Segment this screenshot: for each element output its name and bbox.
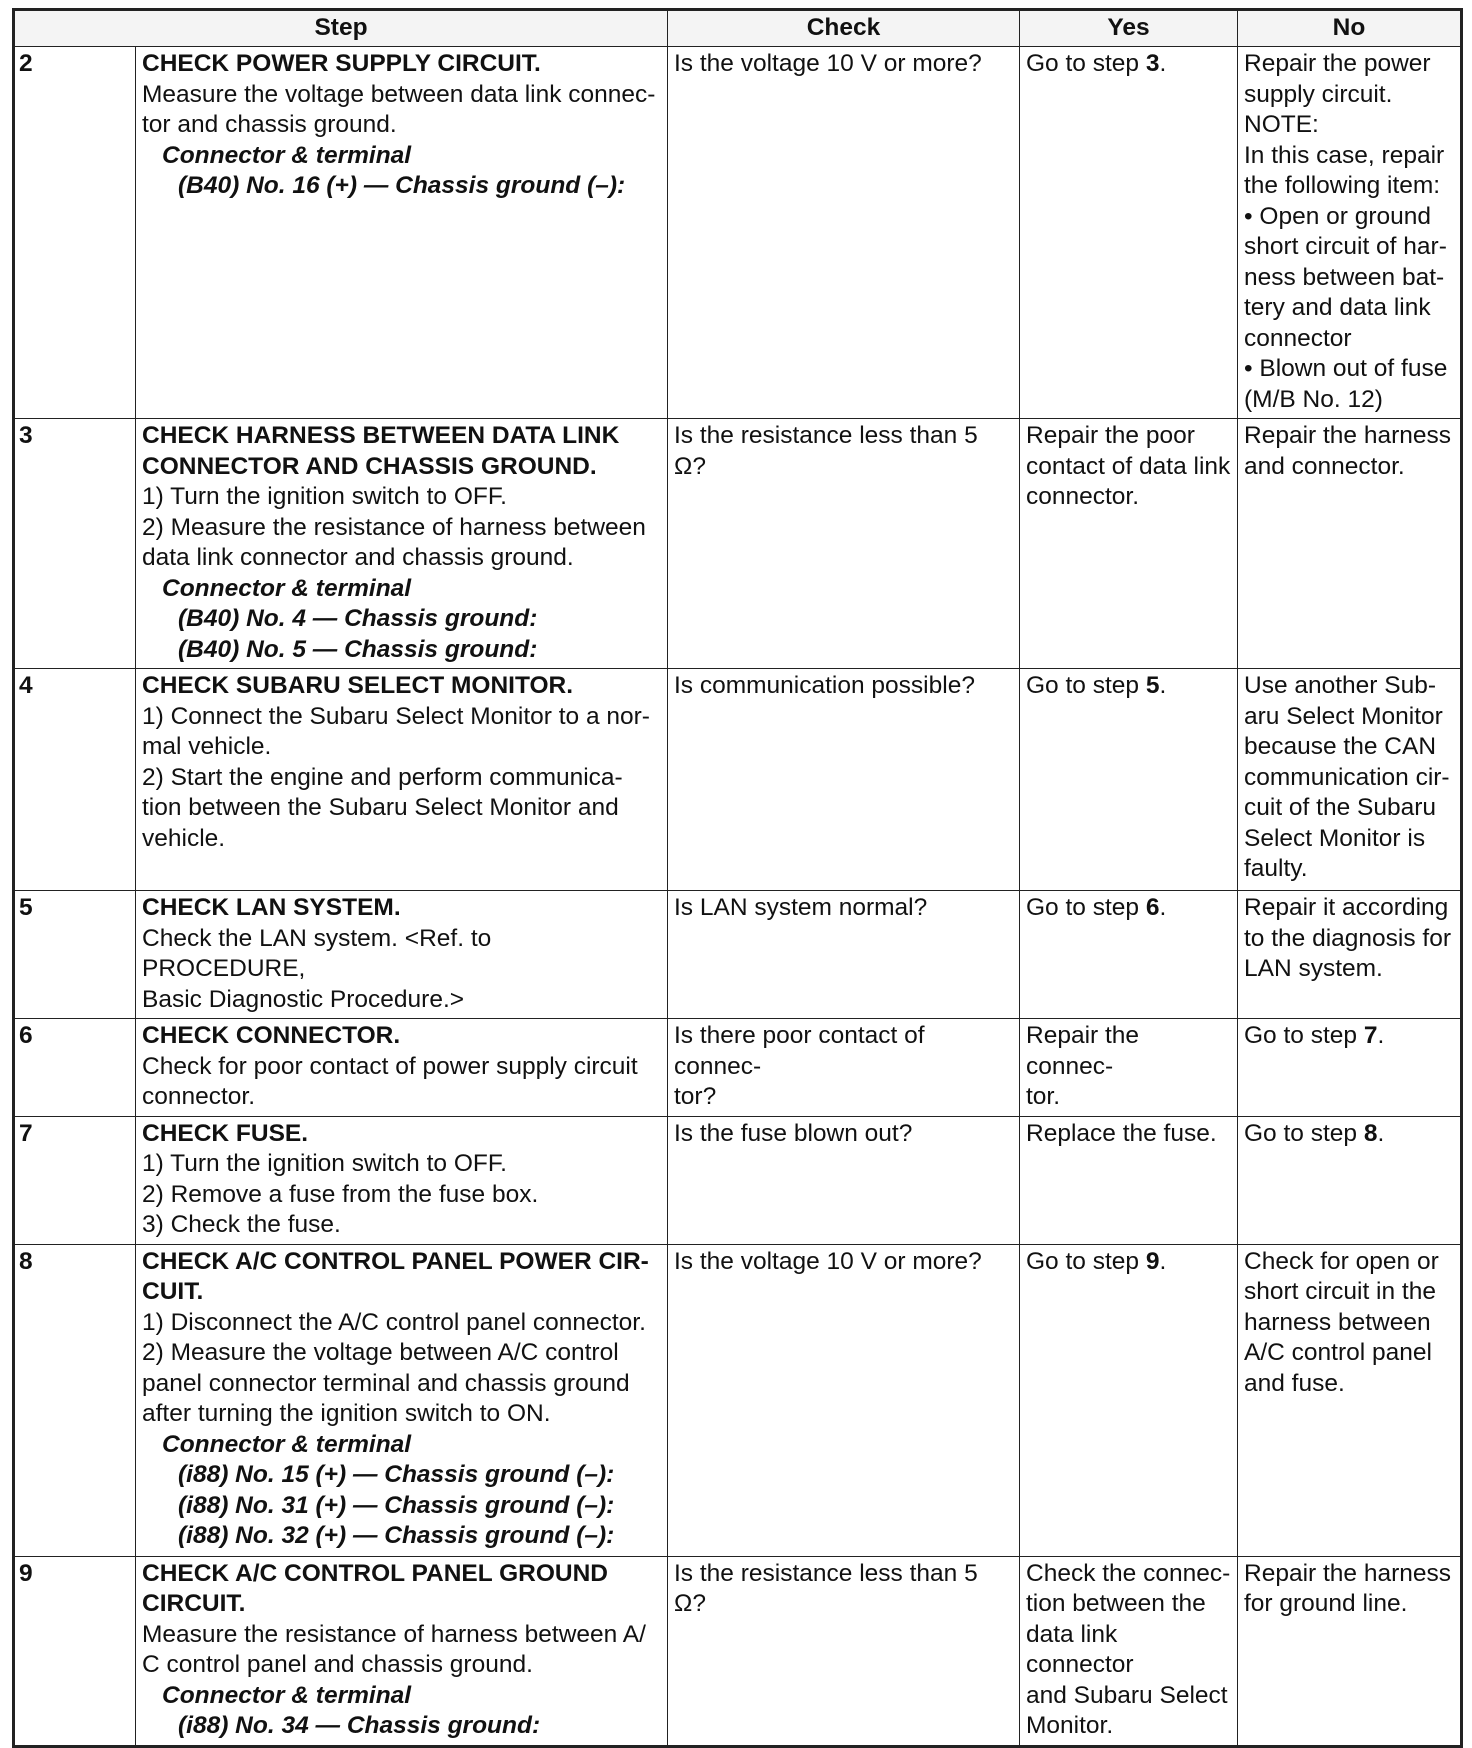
- check-cell: Is the voltage 10 V or more?: [668, 47, 1020, 419]
- note-text: • Blown out of fuse: [1244, 355, 1448, 382]
- step-text: tor and chassis ground.: [142, 111, 397, 138]
- no-cell: [1238, 47, 1462, 419]
- step-number: 9: [14, 1556, 136, 1746]
- step-title: CHECK LAN SYSTEM.: [142, 894, 401, 921]
- note-text: short circuit of har-: [1244, 233, 1447, 260]
- step-text: 1) Turn the ignition switch to OFF.: [142, 1150, 507, 1177]
- note-text: ness between bat-: [1244, 263, 1445, 291]
- no-text: to the diagnosis for: [1244, 924, 1452, 952]
- check-cell: Is LAN system normal?: [668, 891, 1020, 1019]
- step-text: panel connector terminal and chassis ground: [142, 1369, 630, 1397]
- step-text: 3) Check the fuse.: [142, 1211, 341, 1238]
- step-ref: 7: [1363, 1022, 1378, 1049]
- yes-text: .: [1159, 672, 1167, 699]
- no-text: because the CAN: [1244, 733, 1437, 760]
- no-text: Repair the power: [1244, 50, 1431, 77]
- connector-label: Connector & terminal: [162, 1681, 412, 1709]
- no-text: LAN system.: [1244, 955, 1383, 982]
- step-text: tion between the Subaru Select Monitor and: [142, 794, 619, 821]
- no-cell: [1238, 1556, 1462, 1746]
- step-number: 8: [14, 1244, 136, 1556]
- step-title: CIRCUIT.: [142, 1590, 246, 1617]
- yes-text: Go to step: [1026, 50, 1146, 77]
- yes-text: Check the connec-: [1026, 1559, 1231, 1587]
- no-text: short circuit in the: [1244, 1278, 1436, 1305]
- step-text: 2) Measure the voltage between A/C control: [142, 1339, 619, 1366]
- header-no: No: [1238, 10, 1462, 47]
- table-row: [14, 47, 1462, 419]
- no-text: Select Monitor is: [1244, 824, 1426, 852]
- step-text: Measure the voltage between data link connec-: [142, 80, 656, 108]
- check-cell: Is communication possible?: [668, 669, 1020, 891]
- check-cell: Is the resistance less than 5 Ω?: [668, 419, 1020, 669]
- header-step: Step: [14, 10, 668, 47]
- note-text: connector: [1244, 324, 1352, 352]
- yes-text: Go to step: [1026, 894, 1146, 921]
- yes-text: tor.: [1026, 1083, 1061, 1110]
- step-number: 6: [14, 1019, 136, 1117]
- no-text: Repair it according: [1244, 894, 1449, 921]
- connector-label: Connector & terminal: [162, 141, 412, 169]
- step-ref: 3: [1145, 50, 1160, 77]
- table-row: [14, 419, 1462, 669]
- step-title: CUIT.: [142, 1278, 204, 1305]
- yes-text: and Subaru Select: [1026, 1681, 1228, 1709]
- no-text: A/C control panel: [1244, 1339, 1432, 1366]
- step-ref: 5: [1145, 672, 1160, 699]
- yes-text: contact of data link: [1026, 452, 1231, 480]
- no-text: and connector.: [1244, 452, 1405, 480]
- step-text: 1) Connect the Subaru Select Monitor to a nor-: [142, 702, 650, 730]
- no-cell: [1238, 419, 1462, 669]
- terminal-spec: (i88) No. 31 (+) — Chassis ground (–):: [178, 1491, 615, 1519]
- yes-text: Repair the connec-: [1026, 1022, 1140, 1080]
- no-text: harness between: [1244, 1308, 1431, 1336]
- step-text: Check for poor contact of power supply circuit: [142, 1052, 638, 1080]
- step-title: CHECK A/C CONTROL PANEL POWER CIR-: [142, 1247, 649, 1275]
- step-cell: [136, 1116, 668, 1244]
- step-ref: 6: [1145, 894, 1160, 921]
- no-cell: [1238, 891, 1462, 1019]
- table-row: [14, 1019, 1462, 1117]
- yes-text: Go to step: [1026, 672, 1146, 699]
- terminal-spec: (i88) No. 15 (+) — Chassis ground (–):: [178, 1461, 615, 1488]
- no-cell: [1238, 669, 1462, 891]
- step-number: 3: [14, 419, 136, 669]
- no-cell: [1238, 1116, 1462, 1244]
- check-cell: Is the voltage 10 V or more?: [668, 1244, 1020, 1556]
- check-text: Is there poor contact of connec-: [674, 1022, 925, 1080]
- step-cell: [136, 1556, 668, 1746]
- no-text: .: [1377, 1119, 1385, 1147]
- yes-text: Repair the poor: [1026, 422, 1195, 449]
- header-check: Check: [668, 10, 1020, 47]
- step-title: CHECK CONNECTOR.: [142, 1022, 401, 1049]
- terminal-spec: (B40) No. 16 (+) — Chassis ground (–):: [178, 172, 626, 199]
- step-title: CHECK POWER SUPPLY CIRCUIT.: [142, 50, 541, 77]
- yes-text: .: [1159, 1247, 1167, 1275]
- yes-cell: [1020, 1244, 1238, 1556]
- note-text: tery and data link: [1244, 294, 1431, 321]
- table-row: [14, 891, 1462, 1019]
- yes-text: Go to step: [1026, 1247, 1146, 1275]
- step-text: Check the LAN system. <Ref. to PROCEDURE,: [142, 924, 492, 982]
- yes-text: Monitor.: [1026, 1712, 1114, 1739]
- check-text: tor?: [674, 1083, 717, 1110]
- no-text: Go to step: [1244, 1022, 1364, 1049]
- no-cell: [1238, 1244, 1462, 1556]
- step-title: CHECK FUSE.: [142, 1119, 309, 1147]
- step-text: connector.: [142, 1083, 256, 1110]
- yes-cell: [1020, 891, 1238, 1019]
- header-yes: Yes: [1020, 10, 1238, 47]
- yes-text: connector.: [1026, 483, 1140, 510]
- no-text: Use another Sub-: [1244, 672, 1437, 699]
- no-text: Go to step: [1244, 1119, 1364, 1147]
- step-text: Measure the resistance of harness between A/: [142, 1620, 646, 1648]
- no-text: cuit of the Subaru: [1244, 794, 1437, 821]
- no-text: faulty.: [1244, 855, 1308, 882]
- no-text: supply circuit.: [1244, 80, 1393, 108]
- connector-label: Connector & terminal: [162, 1430, 412, 1458]
- yes-cell: [1020, 669, 1238, 891]
- note-text: In this case, repair: [1244, 141, 1445, 169]
- check-cell: Is the resistance less than 5 Ω?: [668, 1556, 1020, 1746]
- no-text: aru Select Monitor: [1244, 702, 1443, 730]
- yes-text: .: [1159, 50, 1167, 77]
- terminal-spec: (B40) No. 4 — Chassis ground:: [178, 605, 538, 632]
- step-cell: [136, 1019, 668, 1117]
- no-text: and fuse.: [1244, 1369, 1345, 1397]
- terminal-spec: (i88) No. 34 — Chassis ground:: [178, 1712, 541, 1739]
- yes-cell: [1020, 1116, 1238, 1244]
- header-row: [14, 10, 1462, 47]
- note-text: (M/B No. 12): [1244, 385, 1383, 413]
- no-text: Check for open or: [1244, 1247, 1439, 1275]
- no-text: Repair the harness: [1244, 1559, 1452, 1587]
- step-number: 4: [14, 669, 136, 891]
- table-row: [14, 1244, 1462, 1556]
- note-label: NOTE:: [1244, 111, 1319, 138]
- no-text: for ground line.: [1244, 1590, 1408, 1617]
- step-text: 2) Start the engine and perform communica-: [142, 763, 623, 791]
- step-text: vehicle.: [142, 824, 226, 852]
- step-text: C control panel and chassis ground.: [142, 1651, 533, 1678]
- step-text: 1) Disconnect the A/C control panel connector.: [142, 1308, 646, 1336]
- step-cell: [136, 669, 668, 891]
- step-title: CONNECTOR AND CHASSIS GROUND.: [142, 452, 597, 480]
- step-title: CHECK A/C CONTROL PANEL GROUND: [142, 1559, 608, 1587]
- step-ref: 9: [1145, 1247, 1160, 1275]
- step-number: 5: [14, 891, 136, 1019]
- step-number: 7: [14, 1116, 136, 1244]
- step-text: 1) Turn the ignition switch to OFF.: [142, 483, 507, 510]
- yes-text: Replace the fuse.: [1026, 1119, 1217, 1147]
- yes-text: data link connector: [1026, 1620, 1134, 1678]
- table-row: [14, 1116, 1462, 1244]
- step-title: CHECK HARNESS BETWEEN DATA LINK: [142, 422, 620, 449]
- step-text: 2) Measure the resistance of harness between: [142, 513, 646, 541]
- yes-cell: [1020, 1019, 1238, 1117]
- step-cell: [136, 47, 668, 419]
- step-cell: [136, 891, 668, 1019]
- no-text: communication cir-: [1244, 763, 1450, 791]
- table-row: [14, 669, 1462, 891]
- note-text: • Open or ground: [1244, 202, 1432, 230]
- terminal-spec: (i88) No. 32 (+) — Chassis ground (–):: [178, 1522, 615, 1549]
- table-row: [14, 1556, 1462, 1746]
- no-text: .: [1377, 1022, 1385, 1049]
- step-text: after turning the ignition switch to ON.: [142, 1400, 551, 1427]
- diagnostic-procedure-page: [12, 8, 1460, 1739]
- step-ref: 8: [1363, 1119, 1378, 1147]
- yes-cell: [1020, 1556, 1238, 1746]
- check-cell: [668, 1019, 1020, 1117]
- yes-text: .: [1159, 894, 1167, 921]
- yes-cell: [1020, 47, 1238, 419]
- step-text: data link connector and chassis ground.: [142, 544, 574, 571]
- step-cell: [136, 1244, 668, 1556]
- step-text: Basic Diagnostic Procedure.>: [142, 985, 465, 1013]
- diagnostic-table: [12, 8, 1463, 1748]
- no-text: Repair the harness: [1244, 422, 1452, 449]
- step-number: 2: [14, 47, 136, 419]
- step-text: mal vehicle.: [142, 733, 272, 760]
- step-title: CHECK SUBARU SELECT MONITOR.: [142, 672, 574, 699]
- step-cell: [136, 419, 668, 669]
- terminal-spec: (B40) No. 5 — Chassis ground:: [178, 635, 538, 663]
- step-text: 2) Remove a fuse from the fuse box.: [142, 1180, 539, 1208]
- yes-text: tion between the: [1026, 1590, 1206, 1617]
- note-text: the following item:: [1244, 172, 1441, 199]
- no-cell: [1238, 1019, 1462, 1117]
- check-cell: Is the fuse blown out?: [668, 1116, 1020, 1244]
- connector-label: Connector & terminal: [162, 574, 412, 602]
- yes-cell: [1020, 419, 1238, 669]
